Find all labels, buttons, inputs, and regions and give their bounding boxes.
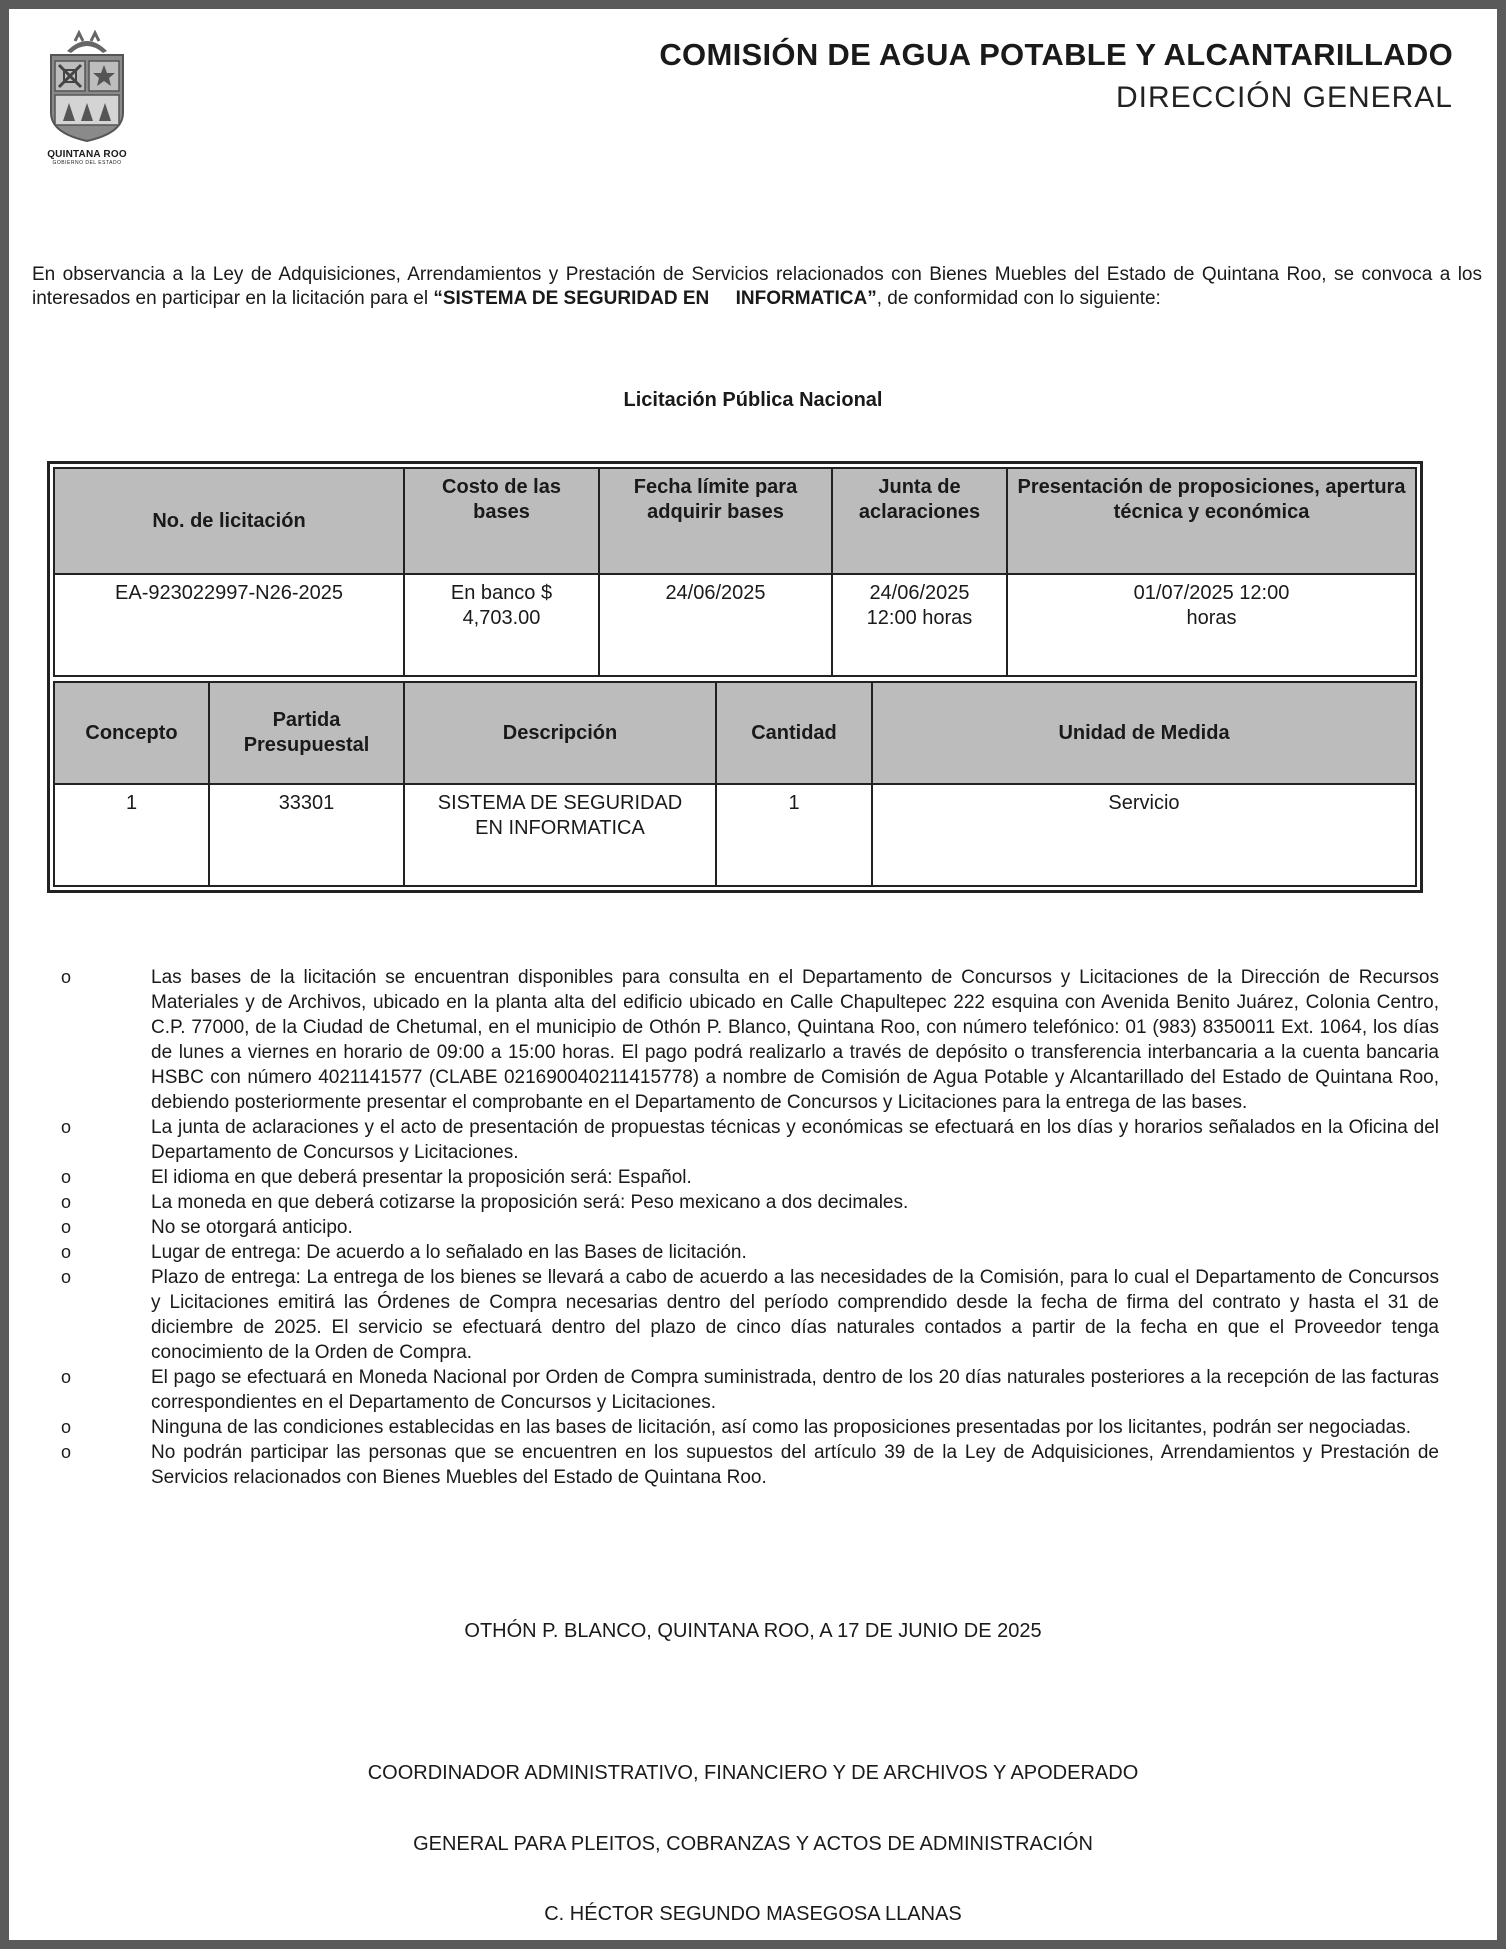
- list-item-text: El pago se efectuará en Moneda Nacional por Orden de Compra suministrada, dentro de los 20 días naturales posteriores a la recepción de las facturas correspondientes en el Departamento de Concursos y Licitaciones.: [151, 1367, 1439, 1413]
- bullet-icon: o: [61, 1167, 72, 1187]
- list-item: [49, 965, 1439, 1115]
- list-item-text: No se otorgará anticipo.: [151, 1217, 353, 1238]
- coat-of-arms-icon: [37, 29, 137, 147]
- document-page: [9, 9, 1497, 1940]
- bullet-icon: o: [61, 1367, 72, 1387]
- intro-text-after: , de conformidad con lo siguiente:: [876, 288, 1161, 309]
- signatory-title-line2: GENERAL PARA PLEITOS, COBRANZAS Y ACTOS DE ADMINISTRACIÓN: [413, 1833, 1093, 1855]
- table-header-cell: Concepto: [54, 682, 209, 784]
- bases-cost: En banco $ 4,703.00: [404, 574, 599, 676]
- signatory-name: C. HÉCTOR SEGUNDO MASEGOSA LLANAS: [544, 1903, 962, 1925]
- list-item-text: La junta de aclaraciones y el acto de presentación de propuestas técnicas y económicas se efectuará en los días y horarios señalados en la Oficina del Departamento de Concursos y Licitaciones.: [151, 1117, 1439, 1163]
- quantity-cell: 1: [716, 784, 872, 886]
- list-item: [49, 1190, 1439, 1215]
- intro-text-before: En observancia a la Ley de Adquisiciones, Arrendamientos y Prestación de Servicios relacionados con Bienes Muebles del Estado de Quintana Roo, se convoca a los interesados en participar en la licitación para el: [32, 264, 1482, 309]
- clarification-meeting: 24/06/2025 12:00 horas: [832, 574, 1007, 676]
- table-row: [54, 574, 1416, 676]
- list-item-text: Plazo de entrega: La entrega de los bienes se llevará a cabo de acuerdo a las necesidades de la Comisión, para lo cual el Departamento de Concursos y Licitaciones emitirá las Órdenes de Compra necesarias dentro del período comprendido desde la fecha de firma del contrato y hasta el 31 de diciembre de 2025. El servicio se efectuará dentro del plazo de cinco días naturales contados a partir de la fecha en que el Proveedor tenga conocimiento de la Orden de Compra.: [151, 1267, 1439, 1363]
- place-and-date: OTHÓN P. BLANCO, QUINTANA ROO, A 17 DE JUNIO DE 2025: [464, 1620, 1042, 1642]
- logo-name: QUINTANA ROO: [47, 149, 127, 160]
- list-item: [49, 1440, 1439, 1490]
- bullet-icon: o: [61, 1217, 72, 1237]
- logo-subtitle: GOBIERNO DEL ESTADO: [52, 160, 122, 166]
- section-title: Licitación Pública Nacional: [623, 389, 883, 411]
- intro-paragraph: [32, 263, 1482, 311]
- table-header-cell: Unidad de Medida: [872, 682, 1416, 784]
- list-item-text: No podrán participar las personas que se encuentren en los supuestos del artículo 39 de la Ley de Adquisiciones, Arrendamientos y Prestación de Servicios relacionados con Bienes Muebles del Estado de Quintana Roo.: [151, 1442, 1439, 1488]
- bullet-icon: o: [61, 1267, 72, 1287]
- table-header-cell: Costo de las bases: [404, 468, 599, 574]
- bullet-icon: o: [61, 1192, 72, 1212]
- organization-subtitle: DIRECCIÓN GENERAL: [1115, 81, 1453, 114]
- table-header-cell: No. de licitación: [54, 468, 404, 574]
- purchase-deadline: 24/06/2025: [599, 574, 832, 676]
- budget-item-cell: 33301: [209, 784, 404, 886]
- bullet-icon: o: [61, 1242, 72, 1262]
- list-item-text: El idioma en que deberá presentar la proposición será: Español.: [151, 1167, 692, 1188]
- tender-info-table: [53, 467, 1417, 677]
- table-header-cell: Fecha límite para adquirir bases: [599, 468, 832, 574]
- list-item: [49, 1215, 1439, 1240]
- table-header-cell: Partida Presupuestal: [209, 682, 404, 784]
- list-item-text: Las bases de la licitación se encuentran disponibles para consulta en el Departamento de Concursos y Licitaciones de la Dirección de Recursos Materiales y de Archivos, ubicado en la planta alta del edificio ubicado en Calle Chapultepec 222 esquina con Avenida Benito Juárez, Colonia Centro, C.P. 77000, de la Ciudad de Chetumal, en el municipio de Othón P. Blanco, Quintana Roo, con número telefónico: 01 (983) 8350011 Ext. 1064, los días de lunes a viernes en horario de 09:00 a 15:00 horas. El pago podrá realizarlo a través de depósito o transferencia interbancaria a la cuenta bancaria HSBC con número 4021141577 (CLABE 021690040211415778) a nombre de Comisión de Agua Potable y Alcantarillado del Estado de Quintana Roo, debiendo posteriormente presentar el comprobante en el Departamento de Concursos y Licitaciones para la entrega de las bases.: [151, 967, 1439, 1113]
- unit-cell: Servicio: [872, 784, 1416, 886]
- list-item: [49, 1240, 1439, 1265]
- table-header-cell: Junta de aclaraciones: [832, 468, 1007, 574]
- table-header-row: [54, 468, 1416, 574]
- table-header-cell: Presentación de proposiciones, apertura técnica y económica: [1007, 468, 1416, 574]
- table-header-cell: Cantidad: [716, 682, 872, 784]
- list-item-text: Ninguna de las condiciones establecidas en las bases de licitación, así como las proposiciones presentadas por los licitantes, podrán ser negociadas.: [151, 1417, 1412, 1438]
- signatory-title-line1: COORDINADOR ADMINISTRATIVO, FINANCIERO Y DE ARCHIVOS Y APODERADO: [367, 1762, 1139, 1784]
- list-item: [49, 1115, 1439, 1165]
- list-item: [49, 1265, 1439, 1365]
- bullet-icon: o: [61, 1417, 72, 1437]
- proposal-presentation: 01/07/2025 12:00 horas: [1007, 574, 1416, 676]
- list-item: [49, 1365, 1439, 1415]
- list-item-text: Lugar de entrega: De acuerdo a lo señalado en las Bases de licitación.: [151, 1242, 747, 1263]
- bullet-icon: o: [61, 967, 72, 987]
- bullet-icon: o: [61, 1442, 72, 1462]
- bullet-icon: o: [61, 1117, 72, 1137]
- table-header-row: [54, 682, 1416, 784]
- table-row: [54, 784, 1416, 886]
- list-item: [49, 1415, 1439, 1440]
- description-cell: SISTEMA DE SEGURIDAD EN INFORMATICA: [404, 784, 716, 886]
- list-item-text: La moneda en que deberá cotizarse la proposición será: Peso mexicano a dos decimales.: [151, 1192, 909, 1213]
- organization-title: COMISIÓN DE AGUA POTABLE Y ALCANTARILLADO: [659, 37, 1453, 72]
- state-logo: [37, 29, 137, 169]
- table-header-cell: Descripción: [404, 682, 716, 784]
- conditions-list: [49, 965, 1439, 1490]
- tender-tables: [47, 461, 1423, 893]
- tender-number: EA-923022997-N26-2025: [54, 574, 404, 676]
- intro-highlight: “SISTEMA DE SEGURIDAD EN INFORMATICA”: [433, 288, 877, 309]
- list-item: [49, 1165, 1439, 1190]
- concept-table: [53, 681, 1417, 887]
- concept-cell: 1: [54, 784, 209, 886]
